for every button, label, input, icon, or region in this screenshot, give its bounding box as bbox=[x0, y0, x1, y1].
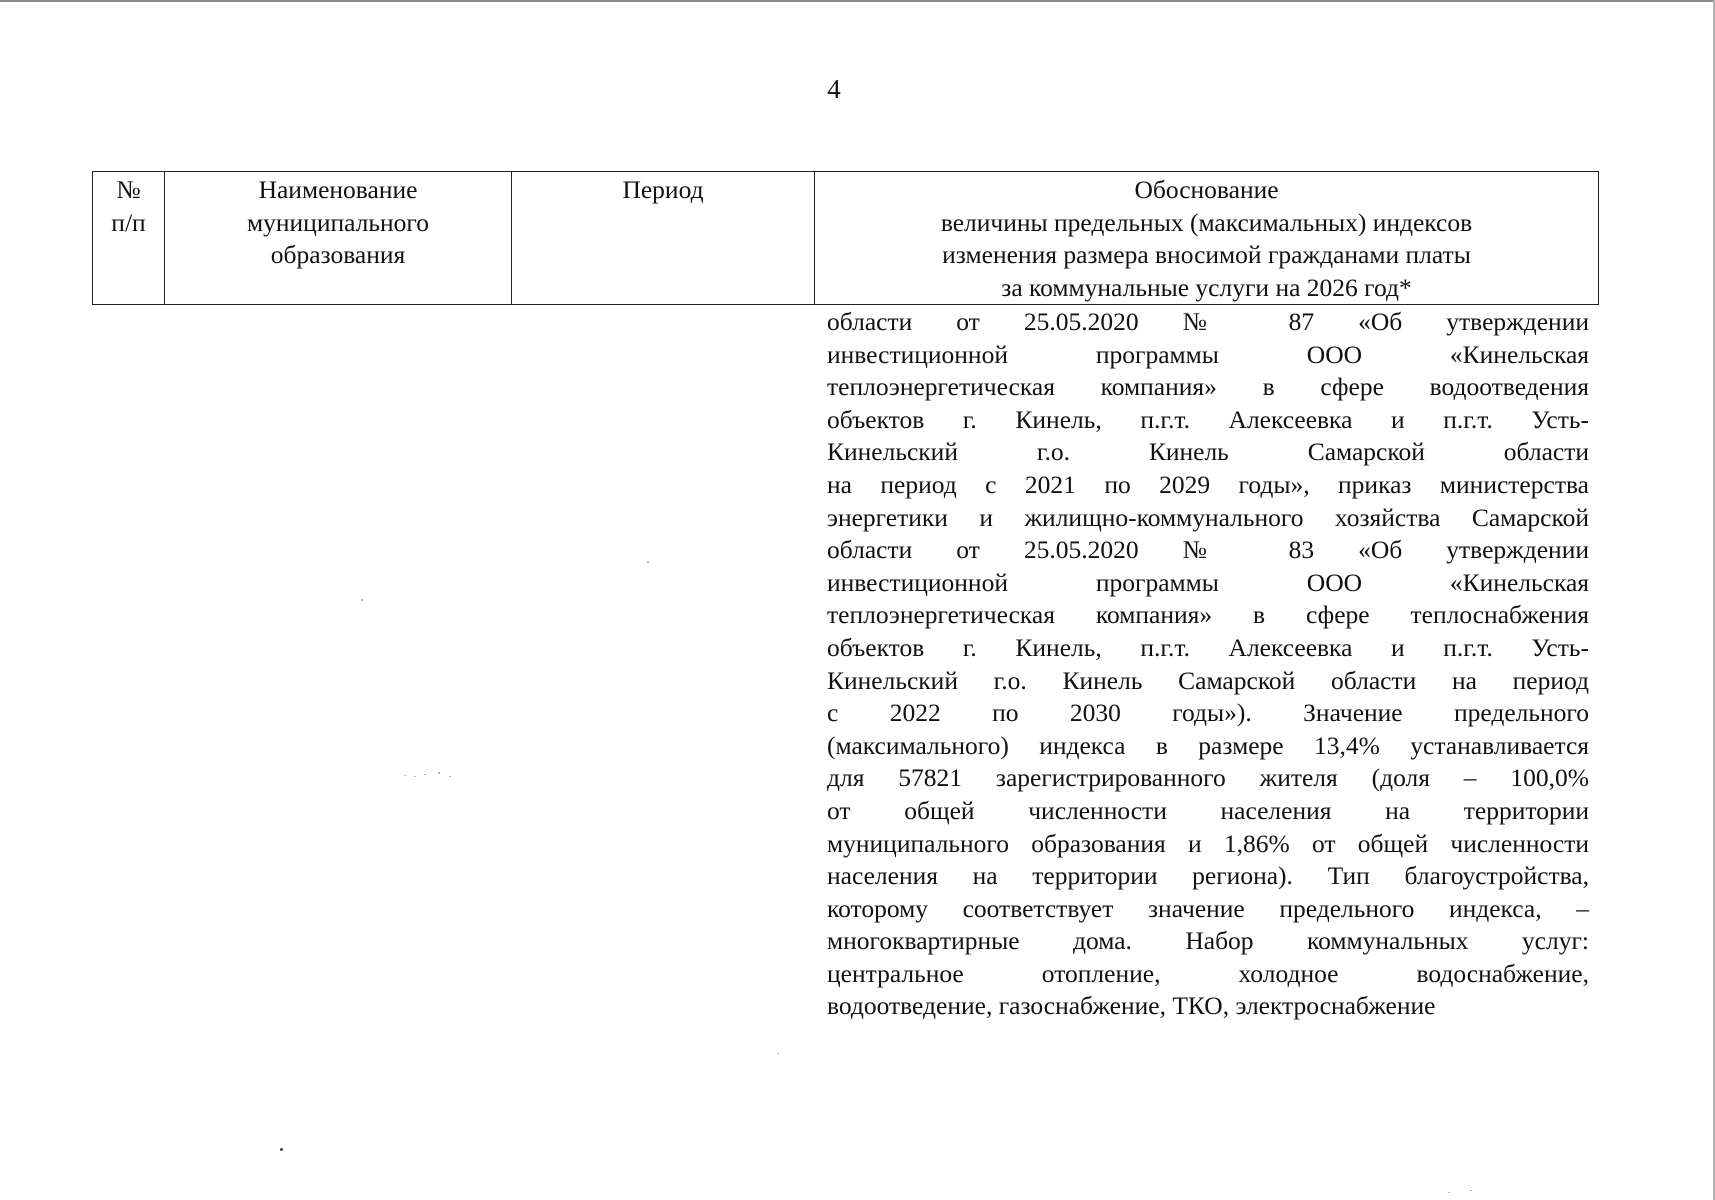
scan-speck bbox=[280, 1148, 283, 1151]
header-justification-line: Обоснование bbox=[1134, 175, 1279, 204]
header-municipality-line: образования bbox=[270, 240, 406, 269]
header-justification-line: величины предельных (максимальных) индексов bbox=[940, 207, 1473, 237]
text-line: объектов г. Кинель, п.г.т. Алексеевка и п.г.т. Усть- bbox=[827, 404, 1589, 434]
header-municipality-line: муниципального bbox=[247, 207, 429, 237]
scan-speck bbox=[438, 772, 440, 774]
scan-speck bbox=[414, 776, 416, 777]
text-line: области от 25.05.2020 № 87 «Об утверждении bbox=[827, 307, 1589, 336]
text-line: центральное отопление, холодное водоснабжение, bbox=[827, 958, 1589, 988]
text-line: которому соответствует значение предельного индекса, – bbox=[827, 893, 1589, 923]
header-cell-number bbox=[93, 172, 165, 305]
scan-speck bbox=[647, 561, 649, 563]
text-line: Кинельский г.о. Кинель Самарской области bbox=[827, 437, 1589, 467]
scan-speck bbox=[449, 776, 451, 777]
text-line: населения на территории региона). Тип благоустройства, bbox=[827, 861, 1589, 891]
header-cell-justification bbox=[815, 172, 1599, 305]
scan-speck bbox=[1470, 1190, 1472, 1191]
scan-speck bbox=[361, 599, 363, 601]
header-cell-period bbox=[512, 172, 815, 305]
text-line: для 57821 зарегистрированного жителя (доля – 100,0% bbox=[827, 763, 1589, 793]
text-line: Кинельский г.о. Кинель Самарской области на период bbox=[827, 665, 1589, 695]
text-line: водоотведение, газоснабжение, ТКО, электроснабжение bbox=[827, 991, 1436, 1021]
header-table bbox=[92, 171, 1599, 305]
header-number-line: п/п bbox=[111, 207, 146, 237]
text-line: инвестиционной программы ООО «Кинельская bbox=[827, 567, 1589, 597]
header-cell-municipality bbox=[165, 172, 512, 305]
header-row bbox=[93, 172, 1599, 305]
scan-speck bbox=[424, 774, 426, 775]
header-justification-line: изменения размера вносимой гражданами платы bbox=[942, 240, 1471, 269]
scan-speck bbox=[404, 775, 406, 776]
text-line: области от 25.05.2020 № 83 «Об утверждении bbox=[827, 535, 1589, 565]
text-line: с 2022 по 2030 годы»). Значение предельного bbox=[827, 698, 1589, 728]
text-line: энергетики и жилищно-коммунального хозяйства Самарской bbox=[827, 502, 1589, 532]
text-line: многоквартирные дома. Набор коммунальных услуг: bbox=[827, 926, 1589, 956]
text-line: муниципального образования и 1,86% от общей численности bbox=[827, 828, 1589, 858]
text-line: на период с 2021 по 2029 годы», приказ министерства bbox=[827, 469, 1589, 499]
scan-speck bbox=[777, 1053, 779, 1054]
scan-top-edge bbox=[0, 0, 1715, 2]
text-line: от общей численности населения на территории bbox=[827, 795, 1589, 825]
header-justification-line: за коммунальные услуги на 2026 год* bbox=[1001, 272, 1412, 302]
header-municipality-line: Наименование bbox=[258, 175, 418, 204]
text-line: инвестиционной программы ООО «Кинельская bbox=[827, 339, 1589, 369]
justification-text bbox=[827, 306, 1589, 1023]
header-period-line: Период bbox=[622, 175, 704, 204]
text-line: объектов г. Кинель, п.г.т. Алексеевка и п.г.т. Усть- bbox=[827, 632, 1589, 662]
header-number-line: № bbox=[116, 175, 141, 204]
text-line: теплоэнергетическая компания» в сфере водоотведения bbox=[827, 372, 1589, 402]
page-number: 4 bbox=[827, 74, 841, 104]
text-line: теплоэнергетическая компания» в сфере теплоснабжения bbox=[827, 600, 1589, 630]
text-line: (максимального) индекса в размере 13,4% устанавливается bbox=[827, 730, 1589, 760]
scan-speck bbox=[1448, 1192, 1450, 1193]
